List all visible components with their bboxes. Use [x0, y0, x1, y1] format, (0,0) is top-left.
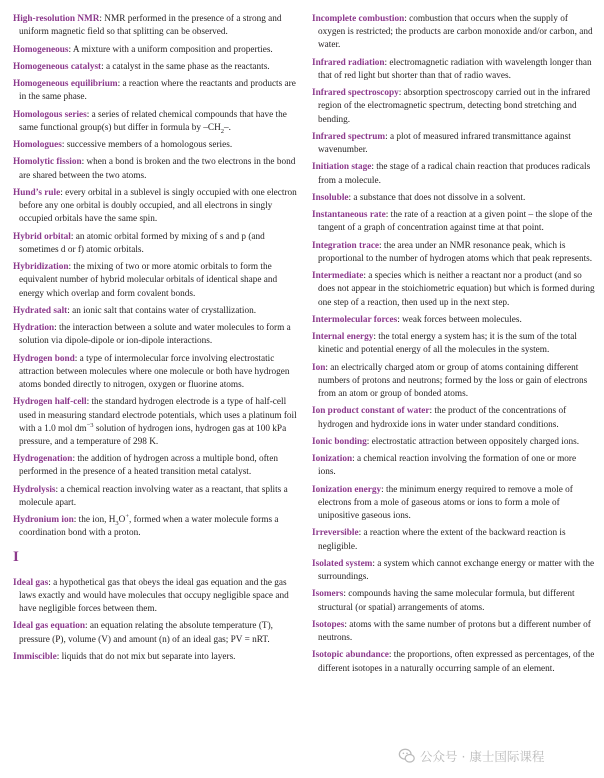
- glossary-term: Homologues: [13, 140, 62, 151]
- glossary-entry: [312, 314, 595, 327]
- wechat-logo-icon: [398, 747, 416, 765]
- glossary-term: Ionic bonding: [312, 436, 367, 447]
- glossary-definition: : weak forces between molecules.: [397, 314, 522, 325]
- section-letter-i: I: [13, 548, 19, 565]
- glossary-entry: [13, 322, 300, 348]
- glossary-definition-end: , formed when a water molecule forms a coordination bond with a proton.: [19, 515, 279, 539]
- glossary-entry: [13, 109, 300, 135]
- left-column: [13, 13, 300, 668]
- h-entries: [13, 13, 300, 541]
- glossary-definition: : atoms with the same number of protons but a different number of neutrons.: [318, 619, 591, 644]
- glossary-term: Isolated system: [312, 558, 373, 569]
- glossary-definition: : a catalyst in the same phase as the reactants.: [101, 61, 270, 72]
- glossary-definition: : NMR performed in the presence of a strong and uniform magnetic field so that splitting can be observed.: [19, 14, 282, 38]
- glossary-entry: [13, 396, 300, 449]
- glossary-definition: : electromagnetic radiation with wavelength longer than that of red light but shorter than that of radio waves.: [318, 57, 592, 81]
- glossary-definition: : an atomic orbital formed by mixing of s and p (and sometimes d or f) atomic orbitals.: [19, 231, 265, 255]
- glossary-term: Infrared spectrum: [312, 131, 386, 142]
- glossary-entry: [312, 558, 595, 584]
- glossary-term: Homogeneous: [13, 44, 69, 55]
- glossary-definition: : the addition of hydrogen across a multiple bond, often performed in the presence of a heated transition metal catalyst.: [19, 454, 278, 478]
- glossary-definition: : a chemical reaction involving water as a reactant, that splits a molecule apart.: [19, 484, 288, 508]
- glossary-entry: [312, 131, 595, 157]
- glossary-entry: [13, 187, 300, 227]
- glossary-entry: [312, 362, 595, 402]
- glossary-term: Ionization energy: [312, 484, 382, 495]
- glossary-term: Homologous series: [13, 109, 87, 120]
- glossary-term: High-resolution NMR: [13, 14, 100, 24]
- glossary-term: Isotopes: [312, 619, 345, 630]
- glossary-term: Ion product constant of water: [312, 406, 430, 417]
- subscript: 3: [115, 520, 119, 528]
- superscript: +: [125, 513, 129, 521]
- glossary-definition: : successive members of a homologous series.: [61, 140, 233, 151]
- glossary-definition: : an ionic salt that contains water of crystallization.: [67, 305, 257, 316]
- glossary-definition: : an equation relating the absolute temperature (T), pressure (P), volume (V) and amount (n) of an ideal gas; PV = nRT.: [19, 621, 273, 645]
- glossary-entry: [13, 156, 300, 182]
- glossary-term: Hybrid orbital: [13, 231, 71, 242]
- glossary-entry: [13, 353, 300, 393]
- glossary-definition: : the mixing of two or more atomic orbitals to form the equivalent number of hybrid molecular orbitals of identical shape and energy which overlap and form covalent bonds.: [19, 262, 278, 299]
- right-column: [312, 13, 595, 680]
- glossary-entry: [312, 209, 595, 235]
- glossary-definition: : A mixture with a uniform composition and properties.: [68, 44, 273, 55]
- glossary-term: Insoluble: [312, 192, 349, 203]
- glossary-term: Ionization: [312, 454, 353, 465]
- glossary-entry: [312, 619, 595, 645]
- glossary-definition: : the ion, H: [73, 515, 116, 526]
- glossary-definition: : a hypothetical gas that obeys the ideal gas equation and the gas laws exactly and would have molecules that occupy negligible space and have negligible forces between them.: [19, 577, 289, 615]
- glossary-entry: [312, 331, 595, 357]
- glossary-term: Homogeneous equilibrium: [13, 79, 118, 90]
- glossary-term: Hydration: [13, 323, 55, 334]
- glossary-entry: [312, 161, 595, 187]
- glossary-definition: : the standard hydrogen electrode is a type of half-cell used in measuring standard electrode potentials, which uses a platinum foil with a 1.0 mol dm: [19, 397, 297, 434]
- glossary-term: Irreversible: [312, 528, 359, 539]
- glossary-entry: [13, 139, 300, 152]
- glossary-term: Ideal gas equation: [13, 621, 85, 632]
- glossary-entry: [13, 514, 300, 540]
- glossary-definition: : liquids that do not mix but separate into layers.: [56, 651, 236, 662]
- glossary-entry: [13, 44, 300, 57]
- glossary-entry: [312, 270, 595, 310]
- subscript: 2: [220, 127, 224, 135]
- glossary-definition-end: solution of hydrogen ions, hydrogen gas at 100 kPa pressure, and a temperature of 298 K.: [19, 423, 287, 447]
- glossary-definition: : every orbital in a sublevel is singly occupied with one electron before any one orbital is doubly occupied, and all electrons in singly occupied orbitals have the same spin.: [19, 187, 297, 225]
- glossary-entry: [312, 192, 595, 205]
- glossary-definition: : a type of intermolecular force involving electrostatic attraction between molecules where one molecule or both have hydrogen atoms bonded directly to nitrogen, oxygen or fluorine atoms.: [19, 353, 290, 390]
- glossary-term: Infrared radiation: [312, 57, 385, 68]
- glossary-term: Isomers: [312, 589, 344, 600]
- glossary-term: Immiscible: [13, 651, 57, 662]
- glossary-entry: [13, 261, 300, 301]
- glossary-term: Hydrogen bond: [13, 353, 75, 364]
- glossary-definition: : electrostatic attraction between oppositely charged ions.: [366, 436, 580, 447]
- glossary-term: Infrared spectroscopy: [312, 88, 399, 99]
- glossary-term: Instantaneous rate: [312, 210, 386, 221]
- glossary-definition: : the area under an NMR resonance peak, which is proportional to the number of hydrogen atoms which that peak represents.: [318, 240, 593, 264]
- glossary-definition: : the stage of a radical chain reaction that produces radicals from a molecule.: [318, 162, 591, 186]
- glossary-definition: : a system which cannot exchange energy or matter with the surroundings.: [318, 558, 595, 583]
- glossary-entry: [312, 588, 595, 614]
- glossary-term: Hybridization: [13, 262, 69, 273]
- glossary-term: Hydronium ion: [13, 515, 74, 526]
- glossary-entry: [13, 620, 300, 646]
- glossary-term: Intermediate: [312, 271, 364, 282]
- glossary-entry: [312, 57, 595, 83]
- glossary-term: Ideal gas: [13, 577, 49, 588]
- glossary-definition: : a series of related chemical compounds that have the same functional group(s) but differ in formula by –CH: [19, 109, 287, 133]
- glossary-entry: [312, 87, 595, 127]
- glossary-term: Isotopic abundance: [312, 650, 389, 661]
- glossary-entry: [312, 527, 595, 553]
- glossary-entry: [13, 78, 300, 104]
- glossary-term: Homogeneous catalyst: [13, 61, 102, 72]
- glossary-definition: : compounds having the same molecular formula, but different structural (or spatial) arrangements of atoms.: [318, 589, 575, 613]
- glossary-entry: [13, 61, 300, 74]
- watermark: [398, 744, 598, 768]
- watermark-text: 公众号 · 康士国际课程: [420, 749, 545, 764]
- glossary-definition: : the rate of a reaction at a given point – the slope of the tangent of a graph of concentration against time at that point.: [318, 210, 593, 234]
- glossary-definition: : a reaction where the extent of the backward reaction is negligible.: [318, 528, 566, 552]
- glossary-entry: [312, 649, 595, 675]
- glossary-definition: : an electrically charged atom or group of atoms containing different numbers of protons and neutrons; formed by the loss or gain of electrons from an atom or group of bonded atoms.: [318, 362, 588, 400]
- glossary-definition: : the proportions, often expressed as percentages, of the different isotopes in a naturally occurring sample of an element.: [318, 650, 595, 674]
- glossary-term: Homolytic fission: [13, 157, 82, 168]
- glossary-definition: : the minimum energy required to remove a mole of electrons from a mole of gaseous atoms or ions to form a mole of unipositive gaseous ions.: [318, 484, 573, 522]
- glossary-term: Hydrated salt: [13, 305, 68, 316]
- glossary-definition: : a reaction where the reactants and products are in the same phase.: [19, 79, 296, 103]
- glossary-definition-end: –.: [224, 122, 231, 133]
- glossary-entry: [312, 436, 595, 449]
- glossary-definition: : a species which is neither a reactant nor a product (and so does not appear in the stoichiometric equation) but which is formed during one step of a reaction, then used up in the next step.: [318, 271, 595, 308]
- superscript: −3: [86, 421, 94, 429]
- glossary-term: Incomplete combustion: [312, 14, 405, 24]
- glossary-entry: [13, 305, 300, 318]
- glossary-definition: : combustion that occurs when the supply of oxygen is restricted; the products are carbon monoxide and/or carbon, and water.: [318, 14, 593, 51]
- glossary-term: Initiation stage: [312, 162, 372, 173]
- glossary-entry: [312, 240, 595, 266]
- glossary-definition: : a chemical reaction involving the formation of one or more ions.: [318, 454, 577, 478]
- glossary-definition: : a plot of measured infrared transmittance against wavenumber.: [318, 131, 571, 156]
- glossary-entry: [312, 484, 595, 524]
- glossary-term: Internal energy: [312, 332, 374, 343]
- glossary-definition: : absorption spectroscopy carried out in the infrared region of the electromagnetic spectrum, detecting bond stretching and bending.: [318, 88, 591, 125]
- glossary-entry: [13, 577, 300, 617]
- glossary-definition: : the product of the concentrations of hydrogen and hydroxide ions in water under standard conditions.: [318, 406, 567, 430]
- glossary-entry: [13, 651, 300, 664]
- glossary-term: Hydrolysis: [13, 484, 56, 495]
- glossary-entry: [312, 13, 595, 53]
- glossary-definition: : a substance that does not dissolve in a solvent.: [348, 192, 526, 203]
- glossary-entry: [13, 453, 300, 479]
- glossary-entry: [312, 405, 595, 431]
- glossary-term: Hydrogen half-cell: [13, 397, 87, 408]
- glossary-definition: : when a bond is broken and the two electrons in the bond are shared between the two atoms.: [19, 157, 296, 181]
- glossary-entry: [312, 453, 595, 479]
- glossary-term: Hund’s rule: [13, 187, 61, 198]
- glossary-definition: : the interaction between a solute and water molecules to form a solution via dipole-dipole or ion-dipole interactions.: [19, 323, 291, 347]
- i-entries-left: [13, 577, 300, 664]
- glossary-entry: [13, 13, 300, 39]
- glossary-definition-mid: O: [118, 515, 126, 526]
- glossary-entry: [13, 484, 300, 510]
- glossary-term: Intermolecular forces: [312, 314, 398, 325]
- glossary-term: Hydrogenation: [13, 454, 73, 465]
- glossary-term: Ion: [312, 362, 326, 373]
- glossary-definition: : the total energy a system has; it is the sum of the total kinetic and potential energy of all the molecules in the system.: [318, 332, 577, 356]
- glossary-term: Integration trace: [312, 240, 380, 251]
- glossary-entry: [13, 231, 300, 257]
